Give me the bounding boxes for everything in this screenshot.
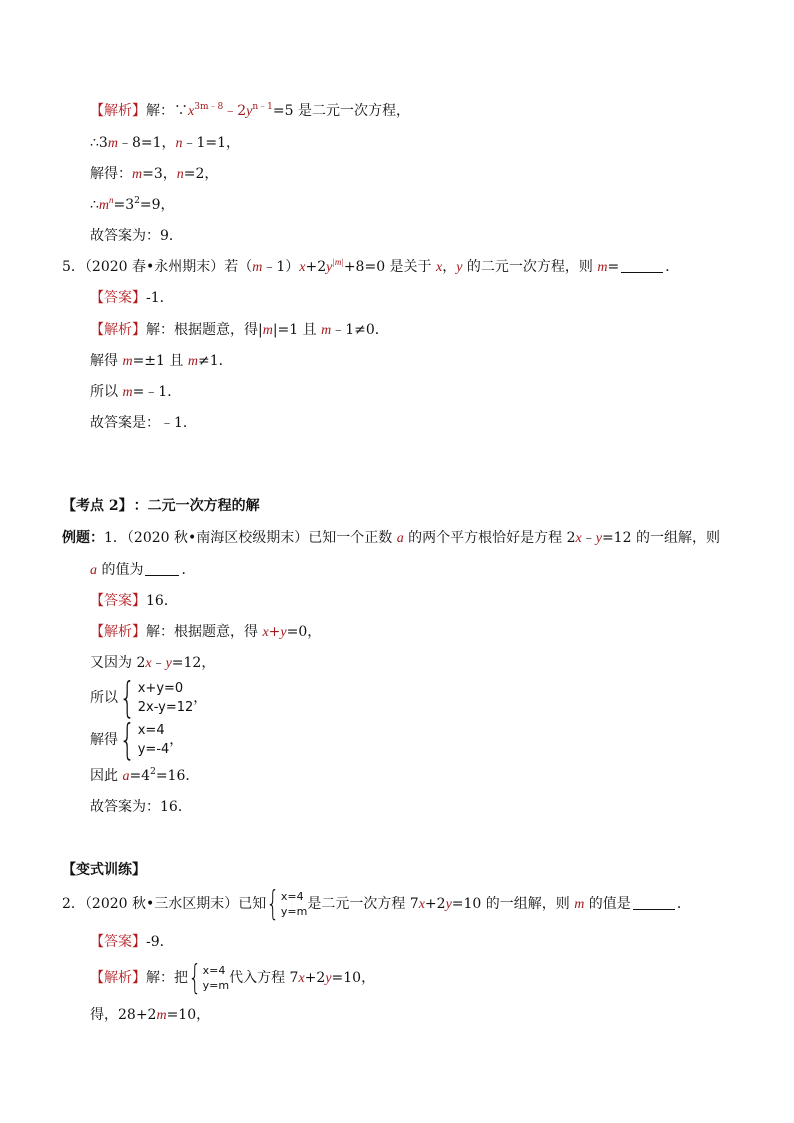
ex1-analysis-1: 【解析】解：根据题意，得 x+y=0，	[90, 624, 322, 640]
question-5: 5．（2020 春•永州期末）若$(m﹣1)x+2y^{|m|}+8=0$ 是关于 x，y 的二元一次方程，则 m= ．	[62, 257, 680, 275]
equation-system: { x=4 y=m	[266, 884, 308, 924]
q5-analysis-4: 故答案是：﹣1．	[90, 415, 197, 431]
q2-analysis-1: 【解析】解：把 { x=4 y=m 代入方程 7x+2y=10，	[90, 958, 376, 998]
q5-analysis-2: 解得 m=±1 且 m≠1．	[90, 353, 233, 369]
q5-answer: 【答案】-1．	[90, 290, 174, 306]
q2-analysis-2: 得，28+2m=10，	[90, 1007, 211, 1023]
left-brace: {	[119, 673, 136, 722]
left-brace: {	[188, 958, 202, 998]
analysis-line-5: 故答案为：9．	[90, 228, 183, 244]
solution-system: { x=4 y=-4	[119, 715, 170, 764]
answer-blank	[145, 561, 179, 576]
section-heading: 【考点 2】 ：二元一次方程的解	[62, 498, 260, 514]
q2-answer: 【答案】-9．	[90, 934, 174, 950]
example-label: 例题：	[62, 530, 104, 546]
example-1-line-2: a 的值为 ．	[90, 562, 196, 578]
analysis-line-1: 【解析】解：$\because x^{3m﹣8}﹣2y^{n﹣1}=5$ 是二元一次方程，	[90, 102, 410, 119]
analysis-line-3: 解得：m=3，n=2，	[90, 166, 219, 182]
answer-blank	[621, 258, 663, 273]
q5-analysis-3: 所以 m=﹣1．	[90, 384, 182, 400]
analysis-tag: 【解析】	[90, 103, 146, 119]
equation-system: { x+y=0 2x-y=12	[119, 673, 194, 722]
answer-blank	[633, 895, 675, 910]
variant-heading: 【变式训练】	[62, 862, 146, 878]
ex1-answer: 【答案】16．	[90, 593, 178, 609]
analysis-line-4: $\therefore m^n=3^2=9$，	[90, 195, 175, 213]
ex1-system-1: 所以 { x+y=0 2x-y=12 ，	[90, 673, 208, 722]
q5-analysis-1: 【解析】解：根据题意，得|m|=1 且 m﹣1≠0．	[90, 322, 389, 338]
left-brace: {	[119, 715, 136, 764]
example-1-text: 例题：1．（2020 秋•南海区校级期末）已知一个正数 a 的两个平方根恰好是方程 2x﹣y=12 的一组解，则	[62, 528, 720, 549]
equation-system: { x=4 y=m	[188, 958, 230, 998]
ex1-analysis-6: 故答案为：16．	[90, 799, 192, 815]
ex1-analysis-5: 因此 $a=4^2=16$．	[90, 767, 200, 784]
left-brace: {	[266, 884, 280, 924]
question-2: 2．（2020 秋•三水区期末）已知 { x=4 y=m 是二元一次方程 7x+2y=10 的一组解，则 m 的值是 ．	[62, 884, 691, 924]
ex1-analysis-2: 又因为 2x﹣y=12，	[90, 655, 216, 671]
analysis-line-2: ∴3m﹣8=1，n﹣1=1，	[90, 135, 241, 151]
ex1-system-2: 解得 { x=4 y=-4 ，	[90, 715, 184, 764]
